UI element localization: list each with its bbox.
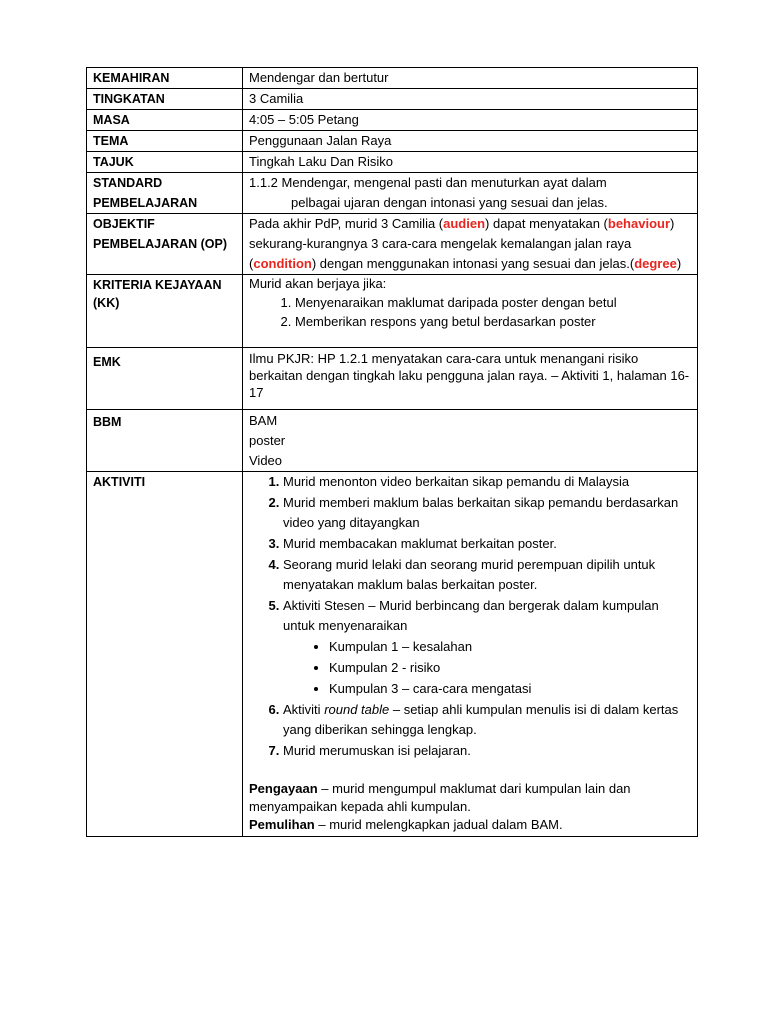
kriteria-item-2: 2. Memberikan respons yang betul berdasarkan poster (295, 312, 691, 331)
row-kemahiran (87, 68, 698, 89)
aktiviti-item-5-text: Aktiviti Stesen – Murid berbincang dan bergerak dalam kumpulan untuk menyenaraikan (283, 598, 659, 633)
aktiviti-gap (249, 762, 691, 780)
label-masa: MASA (87, 110, 243, 131)
row-objektif (87, 214, 698, 275)
label-tema: TEMA (87, 131, 243, 152)
pemulihan (249, 816, 691, 836)
aktiviti-item-6-italic: round table (324, 702, 390, 717)
value-tema: Penggunaan Jalan Raya (243, 131, 698, 152)
lesson-plan-table (86, 67, 698, 837)
kriteria-item-1: 1. Menyenaraikan maklumat daripada poster dengan betul (295, 293, 691, 312)
label-kriteria (87, 275, 243, 348)
objektif-degree: degree (634, 256, 677, 271)
objektif-text-3: ) sekurang-kurangnya 3 cara-cara mengelak kemalangan jalan raya ( (249, 216, 675, 271)
pemulihan-text: – murid melengkapkan jadual dalam BAM. (314, 817, 563, 832)
aktiviti-item-4: 4. Seorang murid lelaki dan seorang murid perempuan dipilih untuk menyatakan maklum balas berkaitan poster. (283, 555, 691, 595)
pengayaan (249, 780, 691, 816)
kriteria-intro: Murid akan berjaya jika: (249, 276, 387, 291)
label-kriteria-line-1: KRITERIA KEJAYAAN (93, 278, 222, 292)
aktiviti-item-1: 1. Murid menonton video berkaitan sikap pemandu di Malaysia (283, 472, 691, 492)
value-kriteria (243, 275, 698, 348)
row-kriteria (87, 275, 698, 348)
kriteria-list (249, 293, 691, 331)
label-standard-line-1: STANDARD (93, 176, 163, 190)
aktiviti-sub-item-3: • Kumpulan 3 – cara-cara mengatasi (329, 679, 691, 699)
aktiviti-item-7: 7. Murid merumuskan isi pelajaran. (283, 741, 691, 761)
pengayaan-label: Pengayaan (249, 781, 318, 796)
row-tajuk (87, 152, 698, 173)
standard-line-2: pelbagai ujaran dengan intonasi yang sesuai dan jelas. (291, 195, 608, 210)
label-kemahiran: KEMAHIRAN (87, 68, 243, 89)
value-aktiviti (243, 472, 698, 837)
value-tajuk: Tingkah Laku Dan Risiko (243, 152, 698, 173)
pengayaan-text: – murid mengumpul maklumat dari kumpulan lain dan menyampaikan kepada ahli kumpulan. (249, 781, 631, 814)
row-bbm (87, 410, 698, 472)
bbm-item-1: BAM (249, 413, 278, 428)
value-objektif (243, 214, 698, 275)
aktiviti-item-6-rest: – setiap ahli kumpulan menulis isi di dalam kertas yang diberikan sehingga lengkap. (283, 702, 679, 737)
label-emk: EMK (87, 348, 243, 410)
aktiviti-sub-list (283, 637, 691, 699)
label-standard (87, 173, 243, 214)
row-emk (87, 348, 698, 410)
value-standard (243, 173, 698, 214)
objektif-condition: condition (253, 256, 312, 271)
aktiviti-list (249, 472, 691, 761)
value-masa: 4:05 – 5:05 Petang (243, 110, 698, 131)
objektif-text-1: Pada akhir PdP, murid 3 Camilia ( (249, 216, 444, 231)
label-tingkatan: TINGKATAN (87, 89, 243, 110)
label-objektif (87, 214, 243, 275)
row-aktiviti (87, 472, 698, 837)
value-tingkatan: 3 Camilia (243, 89, 698, 110)
row-masa (87, 110, 698, 131)
label-aktiviti: AKTIVITI (87, 472, 243, 837)
objektif-text-4: ) dengan menggunakan intonasi yang sesuai dan jelas.( (311, 256, 635, 271)
aktiviti-item-2: 2. Murid memberi maklum balas berkaitan sikap pemandu berdasarkan video yang ditayangkan (283, 493, 691, 533)
aktiviti-item-5 (283, 596, 691, 699)
objektif-audien: audien (443, 216, 486, 231)
bbm-item-3: Video (249, 453, 283, 468)
label-objektif-line-2: PEMBELAJARAN (OP) (93, 237, 228, 251)
label-objektif-line-1: OBJEKTIF (93, 217, 155, 231)
label-tajuk: TAJUK (87, 152, 243, 173)
label-kriteria-line-2: (KK) (93, 296, 120, 310)
row-standard (87, 173, 698, 214)
label-bbm: BBM (87, 410, 243, 472)
aktiviti-item-6-prefix: Aktiviti (283, 702, 321, 717)
aktiviti-sub-item-2: • Kumpulan 2 - risiko (329, 658, 691, 678)
standard-line-1: 1.1.2 Mendengar, mengenal pasti dan menuturkan ayat dalam (249, 175, 607, 190)
value-emk: Ilmu PKJR: HP 1.2.1 menyatakan cara-cara untuk menangani risiko berkaitan dengan tingkah laku pengguna jalan raya. – Aktiviti 1, halaman 16-17 (243, 348, 698, 410)
aktiviti-sub-item-1: • Kumpulan 1 – kesalahan (329, 637, 691, 657)
value-bbm (243, 410, 698, 472)
row-tingkatan (87, 89, 698, 110)
objektif-text-2: ) dapat menyatakan ( (485, 216, 608, 231)
label-standard-line-2: PEMBELAJARAN (93, 196, 198, 210)
value-kemahiran: Mendengar dan bertutur (243, 68, 698, 89)
pemulihan-label: Pemulihan (249, 817, 315, 832)
objektif-behaviour: behaviour (607, 216, 671, 231)
bbm-item-2: poster (249, 433, 286, 448)
objektif-text-5: ) (676, 256, 682, 271)
aktiviti-item-3: 3. Murid membacakan maklumat berkaitan poster. (283, 534, 691, 554)
aktiviti-item-6 (283, 700, 691, 740)
row-tema (87, 131, 698, 152)
